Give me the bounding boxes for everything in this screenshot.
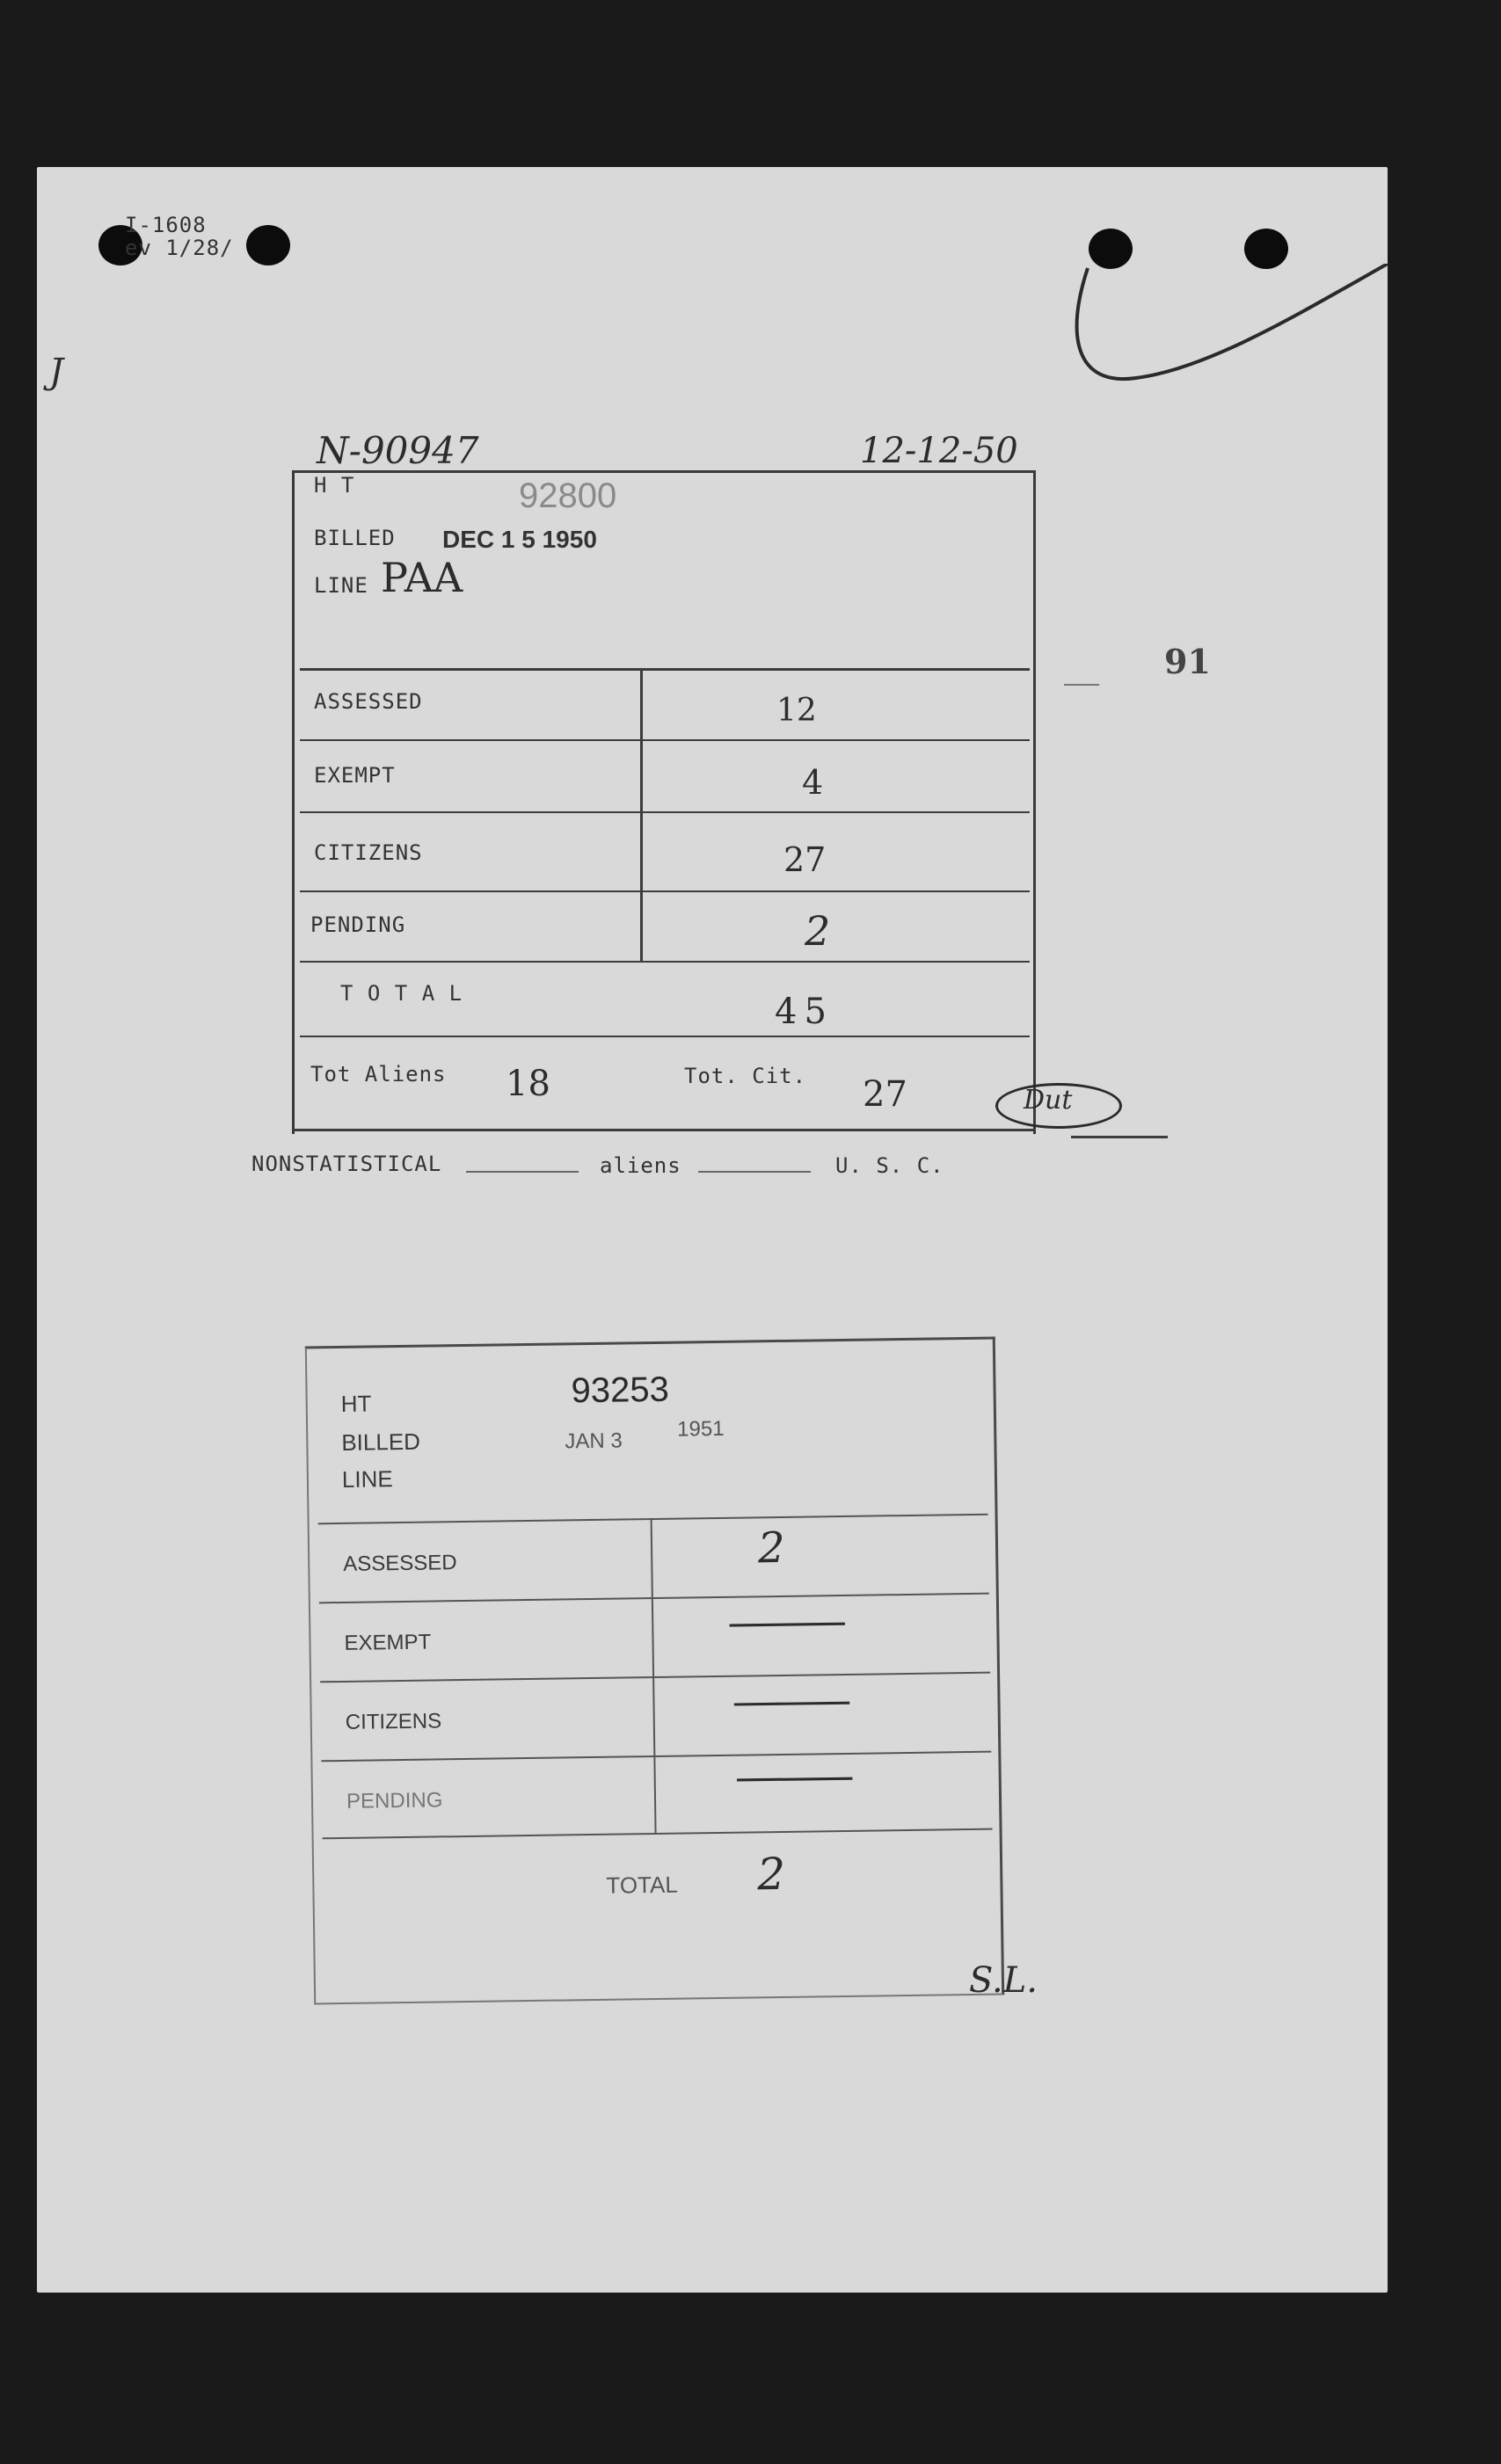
form2-row-rule-3 — [321, 1751, 991, 1763]
column-divider — [640, 668, 643, 961]
nonstat-blank-1 — [466, 1171, 579, 1173]
table-top-rule — [300, 668, 1030, 671]
form2-total-label: TOTAL — [606, 1871, 678, 1899]
row-rule-2 — [300, 811, 1030, 813]
citizens-value: 27 — [783, 840, 827, 879]
nonstatistical-label: NONSTATISTICAL — [251, 1152, 442, 1176]
pen-stroke-curve — [1066, 264, 1391, 396]
form2-pending-label: PENDING — [346, 1788, 443, 1813]
assessed-value: 12 — [776, 693, 817, 729]
total-value: 45 — [775, 992, 834, 1032]
form2-ht-value: 93253 — [571, 1370, 670, 1411]
row-rule-4 — [300, 961, 1030, 963]
row-rule-3 — [300, 890, 1030, 892]
tot-cit-value: 27 — [863, 1074, 907, 1115]
row-rule-5 — [300, 1036, 1030, 1037]
form2-row-rule-2 — [320, 1672, 990, 1683]
form2-pending-value: — — [731, 1750, 859, 1802]
handwritten-date: 12-12-50 — [860, 431, 1018, 471]
form2-billed-date: JAN 3 — [565, 1428, 623, 1454]
form2-total-value: 2 — [756, 1848, 786, 1901]
ht-label: H T — [314, 473, 355, 498]
usc-label: U. S. C. — [835, 1153, 944, 1178]
exempt-value: 4 — [802, 763, 824, 802]
punch-hole-left-2 — [246, 225, 290, 265]
form2-assessed-value: 2 — [757, 1523, 786, 1574]
form2-box — [305, 1337, 1004, 2005]
form2-ht-label: HT — [340, 1390, 372, 1417]
exempt-label: EXEMPT — [314, 763, 396, 788]
form1-box — [292, 470, 1036, 1134]
form2-row-rule-4 — [323, 1828, 993, 1840]
file-number: N-90947 — [317, 429, 479, 472]
form2-exempt-label: EXEMPT — [344, 1630, 432, 1655]
page-number: 91 — [1164, 642, 1211, 681]
pending-label: PENDING — [310, 912, 406, 937]
tot-cit-label: Tot. Cit. — [684, 1064, 807, 1088]
form2-citizens-value: — — [728, 1675, 856, 1726]
assessed-label: ASSESSED — [314, 689, 423, 714]
document-page — [37, 167, 1388, 2293]
initials-underline — [1071, 1136, 1168, 1138]
pending-value: 2 — [805, 907, 831, 955]
form2-initials: S.L. — [969, 1960, 1038, 2001]
form-revision: ev 1/28/ — [125, 236, 234, 260]
form2-line-label: LINE — [341, 1465, 393, 1493]
line-value: PAA — [381, 554, 463, 601]
form2-exempt-value: — — [723, 1595, 851, 1647]
form2-citizens-label: CITIZENS — [345, 1709, 442, 1734]
line-label: LINE — [314, 573, 368, 598]
form2-billed-label: BILLED — [341, 1428, 421, 1456]
citizens-label: CITIZENS — [314, 840, 423, 865]
tot-aliens-value: 18 — [506, 1064, 550, 1104]
billed-label: BILLED — [314, 526, 396, 550]
tot-aliens-label: Tot Aliens — [310, 1062, 447, 1087]
form2-table-top-rule — [318, 1514, 988, 1525]
form2-billed-year: 1951 — [676, 1416, 725, 1442]
tick-mark: J — [49, 352, 64, 392]
ht-value: 92800 — [519, 476, 617, 515]
dash-mark — [1064, 684, 1099, 686]
form-number: I-1608 — [125, 213, 207, 237]
total-label: T O T A L — [340, 981, 463, 1006]
aliens-label: aliens — [600, 1153, 681, 1178]
billed-date: DEC 1 5 1950 — [442, 526, 597, 553]
form2-row-rule-1 — [319, 1593, 989, 1604]
row-rule-1 — [300, 739, 1030, 741]
form1-bottom-rule — [292, 1129, 1035, 1131]
form2-assessed-label: ASSESSED — [343, 1551, 457, 1576]
nonstat-blank-2 — [698, 1171, 811, 1173]
initials: Dut — [1024, 1085, 1073, 1116]
